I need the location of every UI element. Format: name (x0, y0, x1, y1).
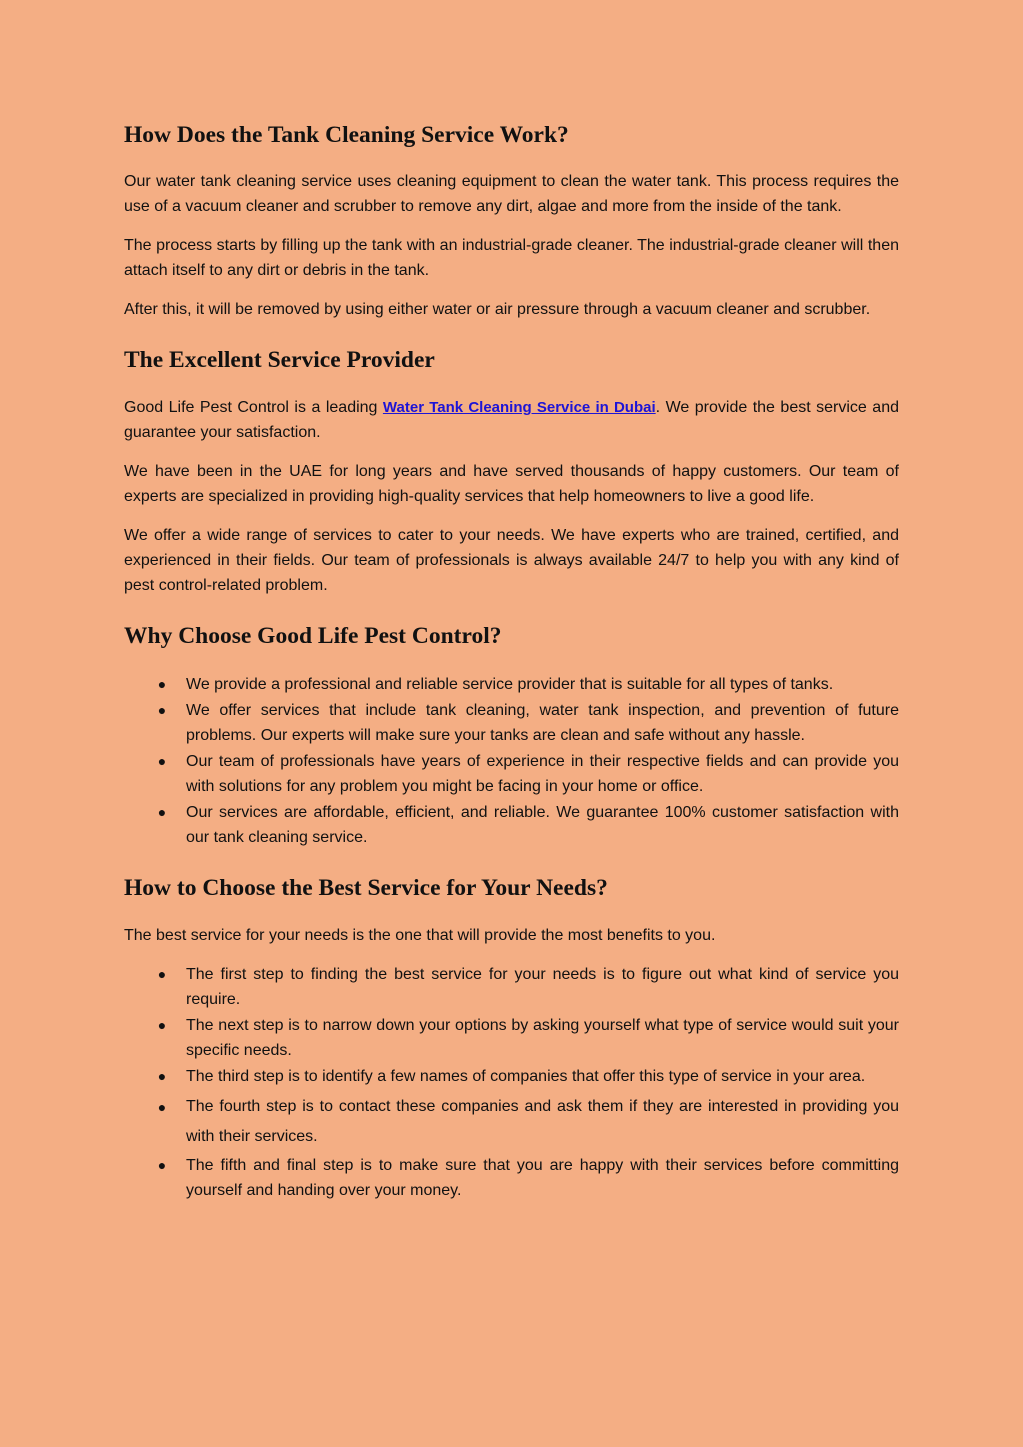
bullet-icon: ● (157, 965, 167, 982)
heading-why-choose: Why Choose Good Life Pest Control? (124, 623, 502, 650)
bullet-icon: ● (157, 675, 167, 692)
paragraph-text: Good Life Pest Control is a leading (124, 399, 383, 417)
list-item: ● The first step to finding the best service for your needs is to figure out what kind of service you require. (186, 962, 899, 1012)
heading-how-tank-cleaning-works: How Does the Tank Cleaning Service Work? (124, 122, 569, 148)
list-item: ● Our team of professionals have years of experience in their respective fields and can provide you with solutions for any problem you might be facing in your home or office. (186, 749, 899, 799)
list-item: ● The fifth and final step is to make sure that you are happy with their services before committing yourself and handing over your money. (186, 1153, 899, 1203)
paragraph: We have been in the UAE for long years and have served thousands of happy customers. Our team of experts are specialized in providing high-quality services that help homeowners to live a good life. (124, 463, 899, 506)
heading-how-to-choose: How to Choose the Best Service for Your Needs? (124, 874, 608, 901)
list-item: ● We offer services that include tank cleaning, water tank inspection, and prevention of future problems. Our experts will make sure your tanks are clean and safe without any hassle. (186, 698, 899, 748)
heading-excellent-service-provider: The Excellent Service Provider (124, 347, 435, 374)
list-item: ● We provide a professional and reliable service provider that is suitable for all types of tanks. (186, 672, 899, 697)
list-item: ● The fourth step is to contact these companies and ask them if they are interested in providing you with their services. (186, 1092, 899, 1152)
bullet-icon: ● (157, 803, 167, 820)
list-item: ● The next step is to narrow down your options by asking yourself what type of service would suit your specific needs. (186, 1013, 899, 1063)
bullet-icon: ● (157, 1098, 167, 1115)
paragraph: We offer a wide range of services to cater to your needs. We have experts who are trained, certified, and experienced in their fields. Our team of professionals is always available 24/7 to help you with any kind of pest control-related problem. (124, 527, 899, 595)
water-tank-cleaning-dubai-link[interactable]: Water Tank Cleaning Service in Dubai (382, 399, 656, 417)
paragraph: After this, it will be removed by using either water or air pressure through a vacuum cleaner and scrubber. (124, 301, 871, 319)
list-item: ● Our services are affordable, efficient, and reliable. We guarantee 100% customer satisfaction with our tank cleaning service. (186, 800, 899, 850)
bullet-icon: ● (157, 1067, 167, 1084)
paragraph: The best service for your needs is the one that will provide the most benefits to you. (124, 926, 716, 944)
choose-steps-list (124, 962, 899, 1203)
why-choose-list (124, 672, 899, 850)
bullet-icon: ● (157, 701, 167, 718)
paragraph-text: . We provide the best service and guarantee your satisfaction. (124, 399, 900, 442)
bullet-icon: ● (157, 752, 167, 769)
bullet-icon: ● (157, 1156, 167, 1173)
paragraph-with-link (124, 395, 899, 445)
list-item: ● The third step is to identify a few names of companies that offer this type of service in your area. (186, 1064, 899, 1089)
bullet-icon: ● (157, 1016, 167, 1033)
paragraph: Our water tank cleaning service uses cleaning equipment to clean the water tank. This process requires the use of a vacuum cleaner and scrubber to remove any dirt, algae and more from the inside of the tank. (124, 173, 899, 216)
paragraph: The process starts by filling up the tank with an industrial-grade cleaner. The industrial-grade cleaner will then attach itself to any dirt or debris in the tank. (124, 237, 899, 280)
